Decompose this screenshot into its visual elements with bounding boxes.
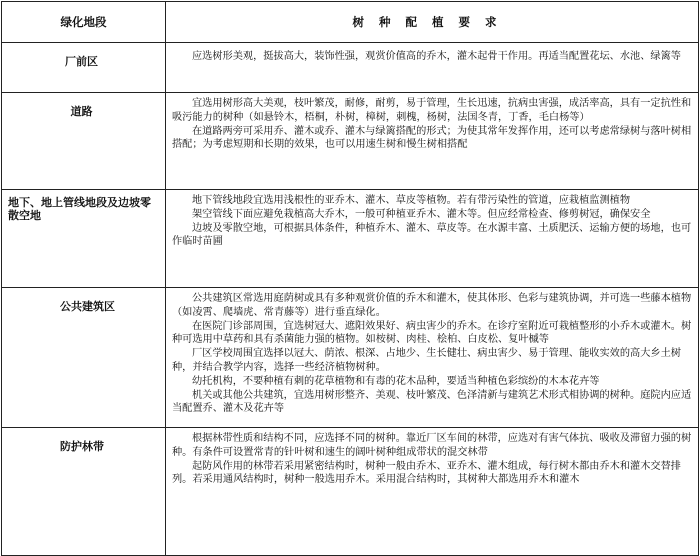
requirement-cell — [166, 43, 699, 93]
section-label: 地下、地上管线地段及边坡零散空地 — [2, 190, 166, 288]
header-planting-requirements: 树种配植要求 — [166, 2, 699, 43]
requirement-paragraph: 宜选用树形高大美观，枝叶繁茂，耐修，耐剪，易于管理，生长迅速，抗病虫害强，成活率高，具有一定抗性和吸污能力的树种（如悬铃木，梧桐，朴树，樟树，刺槐，杨树，法国冬青，丁香，毛白杨等） — [172, 98, 692, 123]
table-row — [2, 428, 699, 556]
table-header-row — [2, 2, 699, 43]
requirement-paragraph: 边坡及零散空地，可根据具体条件，种植乔木、灌木、草皮等。在水源丰富、土质肥沃、运输方便的场地，也可作临时苗圃 — [172, 222, 692, 248]
table-row — [2, 43, 699, 93]
requirement-paragraph: 在医院门诊部周围，宜选树冠大、遮阳效果好、病虫害少的乔木。在诊疗室附近可栽植整形的小乔木或灌木。树种可选用中草药和具有杀菌能力强的植物。如桉树、肉桂、桧柏、白皮松、复叶槭等 — [172, 320, 692, 346]
requirement-paragraph: 机关或其他公共建筑，宜选用树形整齐、美观、枝叶繁茂、色泽清新与建筑艺术形式相协调的树种。庭院内应适当配置乔、灌木及花卉等 — [172, 389, 692, 415]
section-label: 道路 — [2, 93, 166, 190]
requirement-paragraph: 厂区学校周围宜选择以冠大、荫浓、根深、占地少、生长健壮、病虫害少、易于管理、能收实效的高大乡土树种，并结合教学内容，选择一些经济植物树种。 — [172, 348, 681, 373]
requirement-paragraph: 应选树形美观，挺拔高大，装饰性强，观赏价值高的乔木，灌木起骨干作用。再适当配置花坛、水池、绿篱等 — [192, 51, 681, 62]
requirement-paragraph: 地下管线地段宜选用浅根性的亚乔木、灌木、草皮等植物。若有带污染性的管道，应栽植监测植物 — [192, 195, 631, 206]
planting-requirements-table — [1, 1, 699, 556]
requirement-paragraph: 在道路两旁可采用乔、灌木或乔、灌木与绿篱搭配的形式；为使其常年发挥作用，还可以考虑常绿树与落叶树相搭配；为考虑短期和长期的效果，也可以用速生树和慢生树相搭配 — [172, 125, 692, 151]
section-label: 防护林带 — [2, 428, 166, 556]
requirement-paragraph: 起防风作用的林带若采用紧密结构时，树种一般由乔木、亚乔木、灌木组成，每行树木都由乔木和灌木交替排列。若采用通风结构时，树种一般选用乔木。采用混合结构时，其树种大都选用乔木和灌木 — [172, 460, 681, 486]
requirement-paragraph: 公共建筑区常选用庭荫树或具有多种观赏价值的乔木和灌木，使其体形、色彩与建筑协调，并可选一些藤本植物（如凌霄、爬墙虎、常青藤等）进行垂直绿化。 — [172, 293, 692, 318]
header-green-section: 绿化地段 — [2, 2, 166, 43]
requirement-cell — [166, 428, 699, 556]
table-row — [2, 288, 699, 428]
section-label: 公共建筑区 — [2, 288, 166, 428]
table-row — [2, 93, 699, 190]
requirement-cell — [166, 288, 699, 428]
requirement-paragraph: 架空管线下面应避免栽植高大乔木，一般可种植亚乔木、灌木等。但应经常检查、修剪树冠，确保安全 — [192, 208, 651, 220]
requirement-paragraph: 根据林带性质和结构不同，应选择不同的树种。靠近厂区车间的林带，应选对有害气体抗、吸收及滞留力强的树种。有条件可设置常青的针叶树和速生的阔叶树种组成带状的混交林带 — [172, 433, 692, 458]
section-label: 厂前区 — [2, 43, 166, 93]
requirement-paragraph: 幼托机构，不要种植有刺的花草植物和有毒的花木品种，要适当种植色彩缤纷的木本花卉等 — [192, 375, 600, 387]
requirement-cell — [166, 93, 699, 190]
table-row — [2, 190, 699, 288]
requirement-cell — [166, 190, 699, 288]
